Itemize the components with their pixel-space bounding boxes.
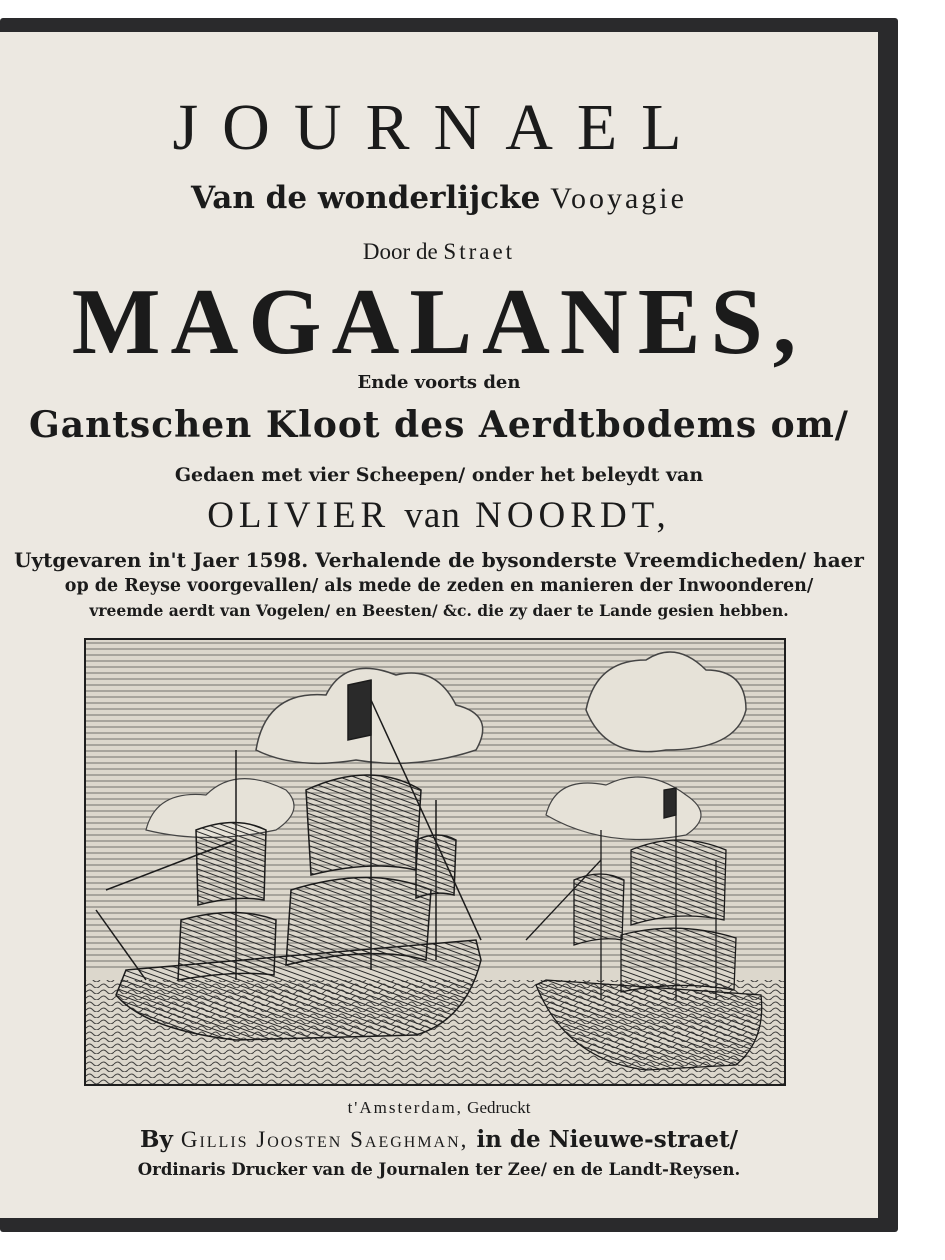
ende-voorts-line: Ende voorts den [357, 372, 521, 393]
subtitle-vooyagie [0, 180, 878, 216]
imprint-printed: Gedruckt [467, 1098, 531, 1117]
ships-line: Gedaen met vier Scheepen/ onder het beleydt van [174, 464, 704, 486]
description-line-2: op de Reyse voorgevallen/ als mede de zeden en manieren der Inwoonderen/ [64, 576, 814, 596]
description-line-3: vreemde aerdt van Vogelen/ en Beesten/ &c. die zy daer te Lande gesien hebben. [89, 601, 789, 620]
captain-first: OLIVIER [207, 495, 391, 536]
door-de-straet-line [0, 239, 878, 265]
printer-line [0, 1126, 878, 1153]
captain-last: NOORDT, [475, 495, 671, 536]
strait-name: MAGALANES, [71, 270, 807, 374]
door-de: Door de [362, 239, 438, 264]
captain-van: van [404, 495, 461, 536]
captain-name [0, 494, 878, 537]
title-page [0, 32, 878, 1218]
subtitle-blackletter: Van de wonderlijcke [191, 180, 541, 216]
globe-line: Gantschen Kloot des Aerdtbodems om/ [29, 404, 849, 446]
description-line-1: Uytgevaren in't Jaer 1598. Verhalende de bysonderste Vreemdicheden/ haer [14, 548, 864, 572]
imprint-place: t'Amsterdam, [347, 1098, 463, 1117]
title-journael: JOURNAEL [172, 91, 706, 164]
imprint-line [0, 1098, 878, 1118]
ships-illustration [86, 640, 784, 1084]
straet: Straet [443, 239, 516, 264]
subtitle-caps: Vooyagie [550, 182, 687, 215]
printer-by: By [140, 1126, 173, 1153]
ships-engraving [84, 638, 786, 1086]
printer-role-line: Ordinaris Drucker van de Journalen ter Zee/ en de Landt-Reysen. [137, 1160, 741, 1179]
printer-address: in de Nieuwe-straet/ [476, 1126, 738, 1153]
printer-name: Gillis Joosten Saeghman, [180, 1127, 469, 1152]
